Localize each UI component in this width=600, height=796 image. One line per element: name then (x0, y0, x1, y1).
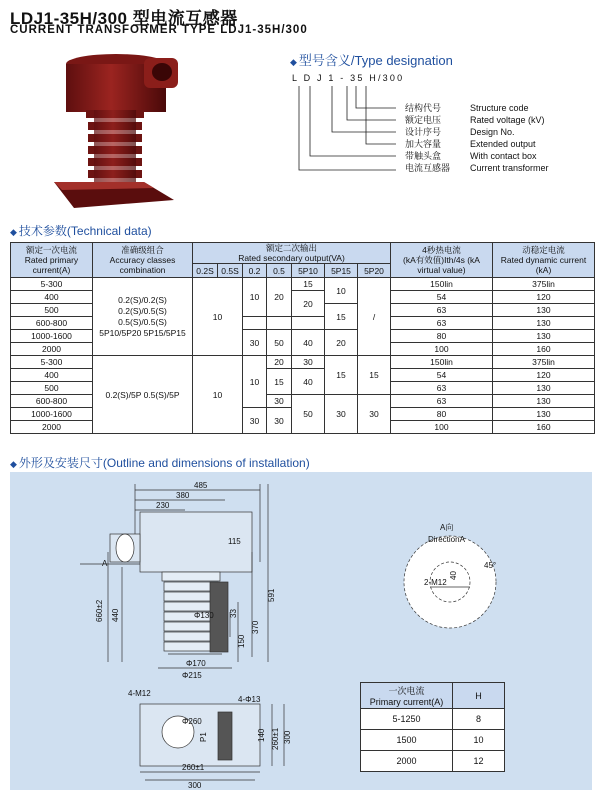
primary-cell: 600-800 (11, 395, 93, 408)
designation-heading: ◆ 型号含义/Type designation (290, 53, 453, 68)
output-header: 额定二次输出 Rated secondary output(VA) (193, 243, 391, 264)
dynamic-cell: 130 (493, 408, 595, 421)
output-5P15-cell: 15 (325, 356, 358, 395)
designation-cn: 加大容量 (405, 139, 442, 149)
primary-cell: 5-300 (11, 356, 93, 369)
h-table-cell: 8 (453, 709, 505, 730)
primary-cell: 400 (11, 369, 93, 382)
output-5P20-cell: 15 (358, 356, 391, 395)
dim-370: 370 (251, 620, 260, 634)
designation-cn: 设计序号 (405, 127, 442, 137)
dim-150: 150 (237, 634, 246, 648)
h-table-cell: 2000 (361, 751, 453, 772)
thermal-cell: 63 (391, 304, 493, 317)
subcol-header: 5P15 (325, 264, 358, 278)
designation-cn: 带触头盒 (405, 151, 442, 161)
subcol-header: 0.2S (193, 264, 218, 278)
dim-230: 230 (156, 501, 170, 510)
designation-en: Extended output (470, 139, 536, 149)
h-table (360, 682, 505, 772)
dim-4phi13: 4-Φ13 (238, 695, 261, 704)
dynamic-cell: 130 (493, 317, 595, 330)
h-table-cell: 5-1250 (361, 709, 453, 730)
output-02-cell: 10 (243, 278, 267, 317)
output-05-cell: 20 (267, 278, 292, 317)
subcol-header: 0.5S (218, 264, 243, 278)
h-table-h-header: H (453, 683, 505, 709)
output-05-cell: 30 (267, 408, 292, 434)
thermal-cell: 54 (391, 291, 493, 304)
subcol-header: 5P20 (358, 264, 391, 278)
output-05-cell: 50 (267, 330, 292, 356)
primary-current-header: 额定一次电流 Rated primary current(A) (11, 243, 93, 278)
output-5P10-cell: 40 (292, 369, 325, 395)
designation-cn: 电流互感器 (405, 163, 451, 173)
dim-260-h: 260±1 (182, 763, 205, 772)
accuracy-cell: 0.2(S)/5P 0.5(S)/5P (93, 356, 193, 434)
output-5P10-cell: 30 (292, 356, 325, 369)
subcol-header: 0.2 (243, 264, 267, 278)
thermal-cell: 54 (391, 369, 493, 382)
dynamic-cell: 130 (493, 330, 595, 343)
designation-leader-lines (292, 84, 402, 176)
dim-300-h: 300 (188, 781, 202, 790)
dynamic-header: 动稳定电流 Rated dynamic current (kA) (493, 243, 595, 278)
output-5P15-cell: 20 (325, 330, 358, 356)
dynamic-cell: 120 (493, 369, 595, 382)
output-5P15-cell: 30 (325, 395, 358, 434)
designation-cn: 额定电压 (405, 115, 442, 125)
dim-660: 660±2 (95, 599, 104, 622)
dynamic-cell: 130 (493, 304, 595, 317)
output-5P10-cell: 20 (292, 291, 325, 317)
dim-140: 140 (257, 728, 266, 742)
dynamic-cell: 130 (493, 382, 595, 395)
primary-cell: 1000-1600 (11, 330, 93, 343)
thermal-cell: 63 (391, 317, 493, 330)
dynamic-cell: 375lin (493, 356, 595, 369)
dynamic-cell: 160 (493, 343, 595, 356)
thermal-cell: 150lin (391, 278, 493, 291)
dim-485: 485 (194, 481, 208, 490)
primary-cell: 500 (11, 382, 93, 395)
thermal-cell: 100 (391, 343, 493, 356)
thermal-cell: 100 (391, 421, 493, 434)
dynamic-cell: 130 (493, 395, 595, 408)
thermal-cell: 63 (391, 395, 493, 408)
output-5P10-cell (292, 317, 325, 330)
accuracy-header: 准确级组合 Accuracy classes combination (93, 243, 193, 278)
output-5P10-cell: 15 (292, 278, 325, 291)
dim-4m12: 4-M12 (128, 689, 151, 698)
output-02-cell: 30 (243, 408, 267, 434)
dim-591: 591 (267, 588, 276, 602)
output-5P20-cell: 30 (358, 395, 391, 434)
direction-cn: A向 (440, 523, 454, 532)
output-02-cell (243, 317, 267, 330)
primary-cell: 2000 (11, 421, 93, 434)
primary-cell: 2000 (11, 343, 93, 356)
output-02-cell: 30 (243, 330, 267, 356)
thermal-cell: 80 (391, 330, 493, 343)
thermal-header: 4秒热电流 (kA有效值)Ith/4s (kA virtual value) (391, 243, 493, 278)
designation-cn: 结构代号 (405, 103, 442, 113)
dim-300-v: 300 (283, 730, 292, 744)
output-05-cell: 15 (267, 369, 292, 395)
dim-40: 40 (449, 571, 458, 580)
product-photo (44, 50, 194, 212)
dim-380: 380 (176, 491, 190, 500)
dim-33: 33 (229, 609, 238, 618)
output-5P15-cell: 15 (325, 304, 358, 330)
primary-cell: 5-300 (11, 278, 93, 291)
label-p1: P1 (199, 732, 208, 742)
outline-heading: ◆ 外形及安装尺寸(Outline and dimensions of installation) (10, 456, 310, 470)
output-02S-05S-cell: 10 (193, 356, 243, 434)
designation-en: Structure code (470, 103, 529, 113)
designation-en-list (470, 102, 549, 174)
output-05-cell: 20 (267, 356, 292, 369)
output-05-cell (267, 317, 292, 330)
technical-data-table (10, 242, 595, 434)
dim-260-v: 260±1 (271, 727, 280, 750)
subcol-header: 0.5 (267, 264, 292, 278)
designation-en: With contact box (470, 151, 537, 161)
dim-2m12: 2-M12 (424, 578, 447, 587)
dim-phi130: Φ130 (194, 611, 214, 620)
direction-en: DirectionA (428, 535, 465, 544)
dim-phi170: Φ170 (186, 659, 206, 668)
output-5P10-cell: 50 (292, 395, 325, 434)
designation-en: Current transformer (470, 163, 549, 173)
primary-cell: 400 (11, 291, 93, 304)
h-table-cell: 10 (453, 730, 505, 751)
page-title: LDJ1-35H/300 型电流互感器 (10, 9, 238, 28)
h-table-cell: 12 (453, 751, 505, 772)
dynamic-cell: 375lin (493, 278, 595, 291)
dim-45deg: 45° (484, 561, 497, 570)
dim-440: 440 (111, 608, 120, 622)
dim-115: 115 (228, 537, 241, 546)
h-table-cell: 1500 (361, 730, 453, 751)
primary-cell: 600-800 (11, 317, 93, 330)
dim-phi215: Φ215 (182, 671, 202, 680)
output-5P20-cell: / (358, 278, 391, 356)
primary-cell: 1000-1600 (11, 408, 93, 421)
thermal-cell: 150lin (391, 356, 493, 369)
output-5P15-cell: 10 (325, 278, 358, 304)
dynamic-cell: 120 (493, 291, 595, 304)
output-02S-05S-cell: 10 (193, 278, 243, 356)
thermal-cell: 80 (391, 408, 493, 421)
page-subtitle: CURRENT TRANSFORMER TYPE LDJ1-35H/300 (10, 24, 308, 36)
accuracy-cell: 0.2(S)/0.2(S) 0.2(S)/0.5(S) 0.5(S)/0.5(S) 5P10/5P20 5P15/5P15 (93, 278, 193, 356)
label-a: A (102, 559, 108, 568)
output-5P10-cell: 40 (292, 330, 325, 356)
designation-en: Rated voltage (kV) (470, 115, 545, 125)
thermal-cell: 63 (391, 382, 493, 395)
technical-heading: ◆ 技术参数(Technical data) (10, 224, 152, 238)
primary-cell: 500 (11, 304, 93, 317)
dynamic-cell: 160 (493, 421, 595, 434)
output-02-cell: 10 (243, 356, 267, 408)
dim-phi260: Φ260 (182, 717, 202, 726)
h-table-primary-header: 一次电流 Primary current(A) (361, 683, 453, 709)
output-05-cell: 30 (267, 395, 292, 408)
subcol-header: 5P10 (292, 264, 325, 278)
designation-en: Design No. (470, 127, 515, 137)
designation-cn-list (405, 102, 450, 174)
designation-code: L D J 1 - 35 H/300 (292, 73, 405, 83)
